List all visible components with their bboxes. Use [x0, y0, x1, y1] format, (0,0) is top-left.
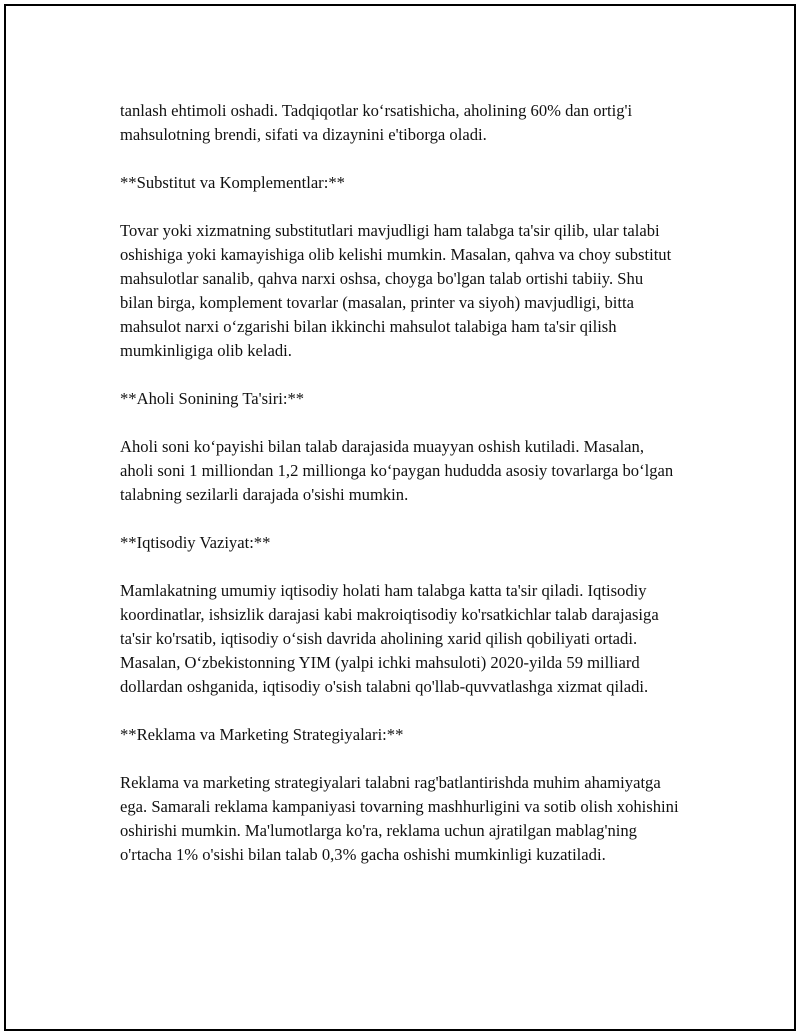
paragraph-continuation: tanlash ehtimoli oshadi. Tadqiqotlar ko‘rsatishicha, aholining 60% dan ortig'i mahsulotning brendi, sifati va dizaynini e'tiborga oladi. [120, 101, 633, 144]
paragraph-aholi-soni: Aholi soni ko‘payishi bilan talab darajasida muayyan oshish kutiladi. Masalan, aholi soni 1 milliondan 1,2 millionga ko‘paygan hududda asosiy tovarlarga bo‘lgan talabning sezilarli darajada o'sishi mumkin. [120, 437, 674, 504]
document-page [4, 4, 796, 1031]
paragraph-reklama-marketing: Reklama va marketing strategiyalari talabni rag'batlantirishda muhim ahamiyatga ega. Samarali reklama kampaniyasi tovarning mashhurligini va sotib olish xohishini oshirishi mumkin. Ma'lumotlarga ko'ra, reklama uchun ajratilgan mablag'ning o'rtacha 1% o'sishi bilan talab 0,3% gacha oshishi mumkinligi kuzatiladi. [120, 773, 679, 864]
paragraph-iqtisodiy-vaziyat: Mamlakatning umumiy iqtisodiy holati ham talabga katta ta'sir qiladi. Iqtisodiy koordinatlar, ishsizlik darajasi kabi makroiqtisodiy ko'rsatkichlar talab darajasiga ta'sir ko'rsatib, iqtisodiy o‘sish davrida aholining xarid qilish qobiliyati ortadi. Masalan, O‘zbekistonning YIM (yalpi ichki mahsuloti) 2020-yilda 59 milliard dollardan oshganida, iqtisodiy o'sish talabni qo'llab-quvvatlashga xizmat qiladi. [120, 581, 659, 696]
heading-substitut-komplementlar: **Substitut va Komplementlar:** [120, 173, 345, 192]
document-body [120, 99, 680, 891]
paragraph-substitut: Tovar yoki xizmatning substitutlari mavjudligi ham talabga ta'sir qilib, ular talabi oshishiga yoki kamayishiga olib kelishi mumkin. Masalan, qahva va choy substitut mahsulotlar sanalib, qahva narxi oshsa, choyga bo'lgan talab ortishi tabiiy. Shu bilan birga, komplement tovarlar (masalan, printer va siyoh) mavjudligi, bitta mahsulot narxi o‘zgarishi bilan ikkinchi mahsulot talabiga ham ta'sir qilish mumkinligiga olib keladi. [120, 221, 672, 360]
heading-aholi-soni: **Aholi Sonining Ta'siri:** [120, 389, 305, 408]
heading-reklama-marketing: **Reklama va Marketing Strategiyalari:** [120, 725, 404, 744]
heading-iqtisodiy-vaziyat: **Iqtisodiy Vaziyat:** [120, 533, 271, 552]
